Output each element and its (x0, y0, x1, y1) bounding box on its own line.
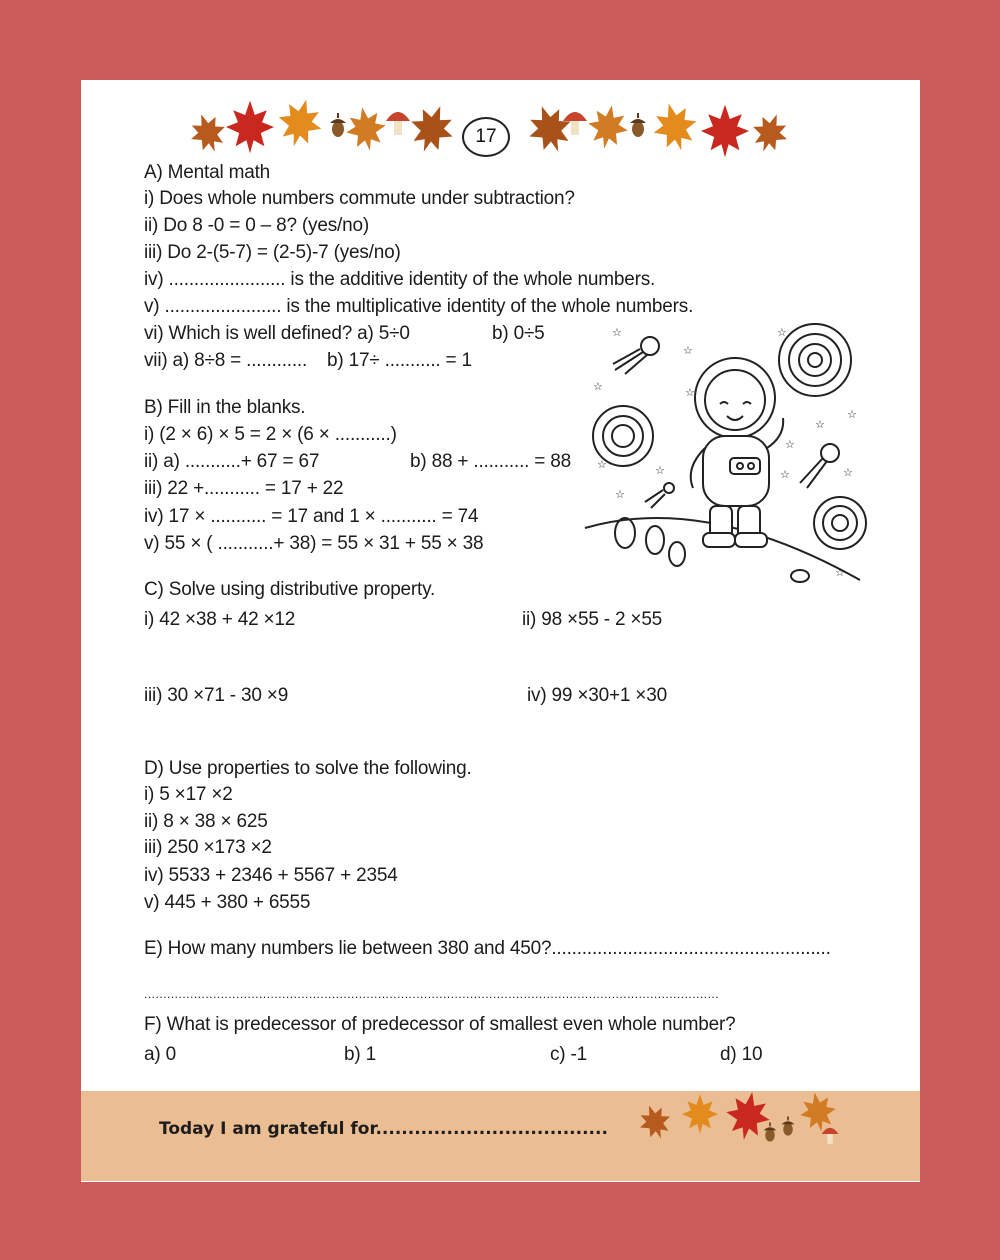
acorn-icon (330, 113, 346, 137)
mushroom-icon (822, 1128, 839, 1144)
question-a-6a: vi) Which is well defined? a) 5÷0 (144, 323, 410, 344)
section-b-title: B) Fill in the blanks. (144, 397, 306, 418)
option-d: d) 10 (720, 1044, 763, 1065)
astronaut-illustration (585, 318, 860, 586)
option-c: c) -1 (550, 1044, 588, 1065)
option-a: a) 0 (144, 1044, 176, 1065)
acorn-icon (764, 1122, 777, 1141)
question-d-2: ii) 8 × 38 × 625 (144, 811, 268, 832)
leaf-icon (184, 108, 231, 158)
question-a-1: i) Does whole numbers commute under subtraction? (144, 188, 575, 209)
galaxy-icon (779, 324, 851, 396)
question-d-4: iv) 5533 + 2346 + 5567 + 2354 (144, 865, 398, 886)
question-a-6b: b) 0÷5 (492, 323, 545, 344)
question-d-5: v) 445 + 380 + 6555 (144, 892, 311, 913)
question-f: F) What is predecessor of predecessor of smallest even whole number? (144, 1014, 736, 1035)
maple-leaf-icon (584, 102, 631, 152)
maple-leaf-icon (682, 1094, 718, 1134)
acorn-icon (782, 1116, 795, 1135)
svg-text:☆: ☆ (835, 566, 845, 579)
svg-text:☆: ☆ (683, 344, 693, 357)
page-number-badge: 17 (462, 117, 510, 157)
svg-text:☆: ☆ (597, 458, 607, 471)
footer-leaf-cluster (630, 1092, 850, 1152)
leaf-icon (746, 108, 793, 158)
leaf-icon (521, 99, 579, 160)
question-d-3: iii) 250 ×173 ×2 (144, 837, 272, 858)
svg-text:☆: ☆ (615, 488, 625, 501)
comet-icon (645, 483, 674, 508)
maple-leaf-icon (342, 104, 389, 154)
question-b-2a: ii) a) ...........+ 67 = 67 (144, 451, 320, 472)
galaxy-icon (814, 497, 866, 549)
comet-icon (800, 444, 839, 488)
section-d-title: D) Use properties to solve the following. (144, 758, 472, 779)
section-c-title: C) Solve using distributive property. (144, 579, 436, 600)
svg-text:☆: ☆ (593, 380, 603, 393)
question-a-2: ii) Do 8 -0 = 0 – 8? (yes/no) (144, 215, 369, 236)
question-c-4: iv) 99 ×30+1 ×30 (527, 685, 667, 706)
question-d-1: i) 5 ×17 ×2 (144, 784, 233, 805)
question-a-7a: vii) a) 8÷8 = ............ (144, 350, 308, 371)
question-b-1: i) (2 × 6) × 5 = 2 × (6 × ...........) (144, 424, 397, 445)
question-b-4: iv) 17 × ........... = 17 and 1 × ........... = 74 (144, 506, 479, 527)
question-a-5: v) ....................... is the multiplicative identity of the whole numbers. (144, 296, 694, 317)
maple-leaf-icon (647, 98, 702, 156)
leaf-icon (403, 99, 461, 160)
comet-icon (613, 337, 659, 374)
svg-text:☆: ☆ (847, 408, 857, 421)
maple-leaf-icon (701, 105, 749, 158)
svg-text:☆: ☆ (685, 386, 695, 399)
mushroom-icon (386, 112, 410, 135)
question-e: E) How many numbers lie between 380 and 450?....................................................... (144, 938, 831, 959)
question-b-2b: b) 88 + ........... = 88 (410, 451, 572, 472)
question-b-3: iii) 22 +........... = 17 + 22 (144, 478, 344, 499)
answer-line: ...................................................................................................................................................... (144, 987, 720, 1001)
svg-text:☆: ☆ (612, 326, 622, 339)
question-c-3: iii) 30 ×71 - 30 ×9 (144, 685, 289, 706)
question-c-2: ii) 98 ×55 - 2 ×55 (522, 609, 663, 630)
svg-text:☆: ☆ (843, 466, 853, 479)
question-c-1: i) 42 ×38 + 42 ×12 (144, 609, 296, 630)
svg-text:☆: ☆ (815, 418, 825, 431)
question-a-7b: b) 17÷ ........... = 1 (327, 350, 472, 371)
maple-leaf-icon (797, 1089, 839, 1134)
svg-text:☆: ☆ (777, 326, 787, 339)
maple-leaf-icon (272, 94, 327, 152)
maple-leaf-icon (226, 101, 274, 154)
question-b-5: v) 55 × ( ...........+ 38) = 55 × 31 + 55 × 38 (144, 533, 484, 554)
question-a-4: iv) ....................... is the additive identity of the whole numbers. (144, 269, 656, 290)
option-b: b) 1 (344, 1044, 376, 1065)
leaf-icon (634, 1100, 676, 1144)
astronaut-figure (691, 358, 783, 547)
svg-text:☆: ☆ (785, 438, 795, 451)
gratitude-prompt: Today I am grateful for.................................... (159, 1119, 608, 1139)
question-a-3: iii) Do 2-(5-7) = (2-5)-7 (yes/no) (144, 242, 401, 263)
svg-text:☆: ☆ (655, 464, 665, 477)
section-a-title: A) Mental math (144, 162, 271, 183)
acorn-icon (630, 113, 646, 137)
svg-text:☆: ☆ (780, 468, 790, 481)
galaxy-icon (593, 406, 653, 466)
